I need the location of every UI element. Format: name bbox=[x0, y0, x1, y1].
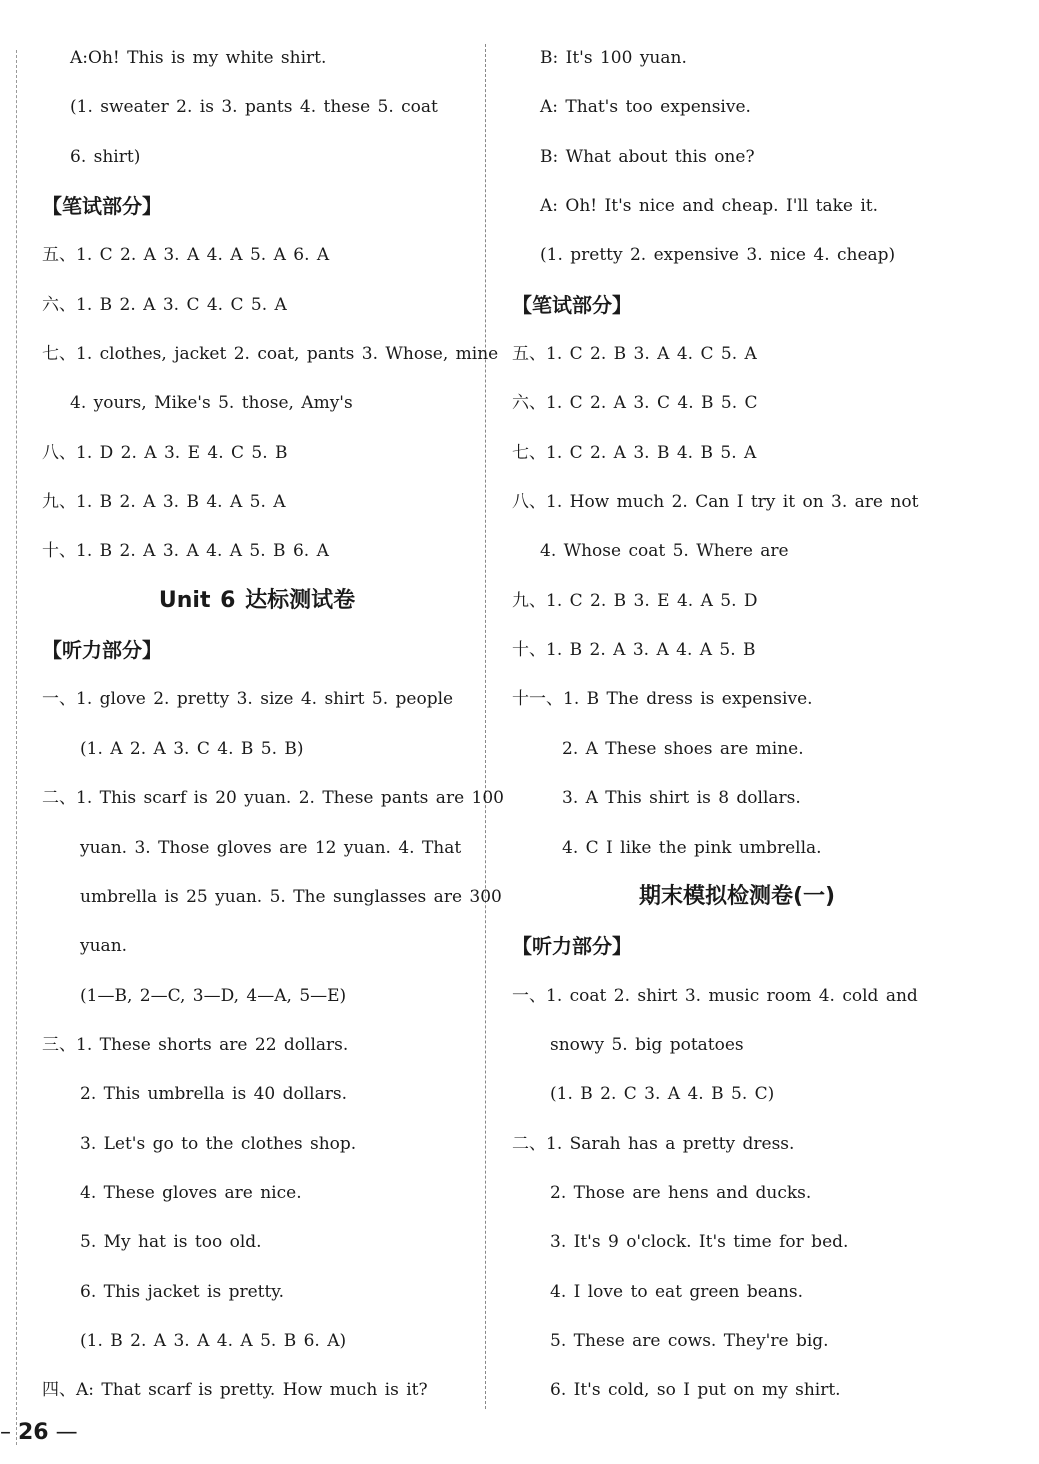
answer-row: 五、1. C 2. B 3. A 4. C 5. A bbox=[512, 344, 757, 365]
dialogue-line: A: Oh! It's nice and cheap. I'll take it. bbox=[540, 196, 879, 217]
answer-row: 4. I love to eat green beans. bbox=[550, 1281, 804, 1302]
dialogue-line: B: It's 100 yuan. bbox=[540, 48, 687, 68]
section-heading: 【笔试部分】 bbox=[42, 194, 162, 219]
answer-row: 2. This umbrella is 40 dollars. bbox=[80, 1084, 348, 1105]
answer-list: (1. B 2. A 3. A 4. A 5. B 6. A) bbox=[80, 1330, 347, 1351]
answer-row: 十一、1. B The dress is expensive. bbox=[512, 689, 813, 710]
answer-row: 2. A These shoes are mine. bbox=[562, 738, 804, 759]
answer-row: 一、1. glove 2. pretty 3. size 4. shirt 5. people bbox=[42, 689, 454, 710]
answer-list: (1. B 2. C 3. A 4. B 5. C) bbox=[550, 1084, 775, 1105]
page-number: 26 bbox=[18, 1420, 49, 1445]
answer-row: 十、1. B 2. A 3. A 4. A 5. B 6. A bbox=[42, 541, 329, 562]
answer-row: 4. Whose coat 5. Where are bbox=[540, 541, 789, 562]
answer-row: 七、1. C 2. A 3. B 4. B 5. A bbox=[512, 442, 757, 463]
section-heading: 【笔试部分】 bbox=[512, 292, 632, 317]
answer-row: umbrella is 25 yuan. 5. The sunglasses are 300 bbox=[80, 886, 502, 907]
answer-row: 六、1. B 2. A 3. C 4. C 5. A bbox=[42, 294, 287, 315]
answer-row: 六、1. C 2. A 3. C 4. B 5. C bbox=[512, 393, 758, 414]
binding-margin-line bbox=[16, 50, 17, 1445]
exam-title: 期末模拟检测卷(一) bbox=[638, 883, 836, 909]
answer-row: 九、1. B 2. A 3. B 4. A 5. A bbox=[42, 492, 286, 513]
answer-row: 3. It's 9 o'clock. It's time for bed. bbox=[550, 1232, 849, 1253]
answer-row: 一、1. coat 2. shirt 3. music room 4. cold and bbox=[512, 985, 918, 1006]
answer-row: 4. These gloves are nice. bbox=[80, 1182, 302, 1203]
answer-row: 八、1. How much 2. Can I try it on 3. are not bbox=[512, 492, 919, 513]
answer-row: 3. Let's go to the clothes shop. bbox=[80, 1133, 357, 1154]
answer-list: (1. pretty 2. expensive 3. nice 4. cheap) bbox=[540, 245, 896, 266]
answer-row: 3. A This shirt is 8 dollars. bbox=[562, 788, 801, 809]
answer-list: (1. A 2. A 3. C 4. B 5. B) bbox=[80, 738, 304, 759]
answer-list: (1. sweater 2. is 3. pants 4. these 5. coat bbox=[70, 97, 438, 118]
section-heading: 【听力部分】 bbox=[42, 638, 162, 663]
answer-row: 七、1. clothes, jacket 2. coat, pants 3. Whose, mine bbox=[42, 344, 499, 365]
column-divider bbox=[485, 44, 486, 1409]
answer-row: 五、1. C 2. A 3. A 4. A 5. A 6. A bbox=[42, 245, 330, 266]
answer-row: 6. It's cold, so I put on my shirt. bbox=[550, 1380, 841, 1401]
answer-row: yuan. 3. Those gloves are 12 yuan. 4. That bbox=[80, 837, 462, 858]
unit-title: Unit 6 达标测试卷 bbox=[158, 587, 356, 613]
answer-row: 2. Those are hens and ducks. bbox=[550, 1182, 812, 1203]
answer-row: 二、1. This scarf is 20 yuan. 2. These pants are 100 bbox=[42, 788, 504, 809]
section-heading: 【听力部分】 bbox=[512, 934, 632, 959]
page-number-footer: – 26 — bbox=[0, 1420, 78, 1445]
answer-row: 6. This jacket is pretty. bbox=[80, 1281, 285, 1302]
answer-row: 4. C I like the pink umbrella. bbox=[562, 837, 822, 858]
answer-list: (1—B, 2—C, 3—D, 4—A, 5—E) bbox=[80, 985, 347, 1006]
answer-row: 九、1. C 2. B 3. E 4. A 5. D bbox=[512, 590, 758, 611]
answer-row: 5. My hat is too old. bbox=[80, 1232, 262, 1253]
right-column bbox=[512, 35, 962, 1417]
answer-row: 4. yours, Mike's 5. those, Amy's bbox=[70, 393, 353, 414]
dialogue-line: A:Oh! This is my white shirt. bbox=[70, 48, 327, 68]
answer-row: 十、1. B 2. A 3. A 4. A 5. B bbox=[512, 640, 756, 661]
answer-list: 6. shirt) bbox=[70, 146, 141, 167]
dialogue-line: B: What about this one? bbox=[540, 146, 755, 167]
answer-row: yuan. bbox=[80, 936, 128, 957]
answer-row: snowy 5. big potatoes bbox=[550, 1034, 744, 1055]
answer-row: 二、1. Sarah has a pretty dress. bbox=[512, 1133, 795, 1154]
answer-row: 5. These are cows. They're big. bbox=[550, 1330, 829, 1351]
answer-row: 八、1. D 2. A 3. E 4. C 5. B bbox=[42, 442, 288, 463]
answer-row: 三、1. These shorts are 22 dollars. bbox=[42, 1034, 349, 1055]
dialogue-line: 四、A: That scarf is pretty. How much is it? bbox=[42, 1380, 428, 1401]
dialogue-line: A: That's too expensive. bbox=[540, 97, 751, 118]
left-column bbox=[42, 35, 504, 1417]
